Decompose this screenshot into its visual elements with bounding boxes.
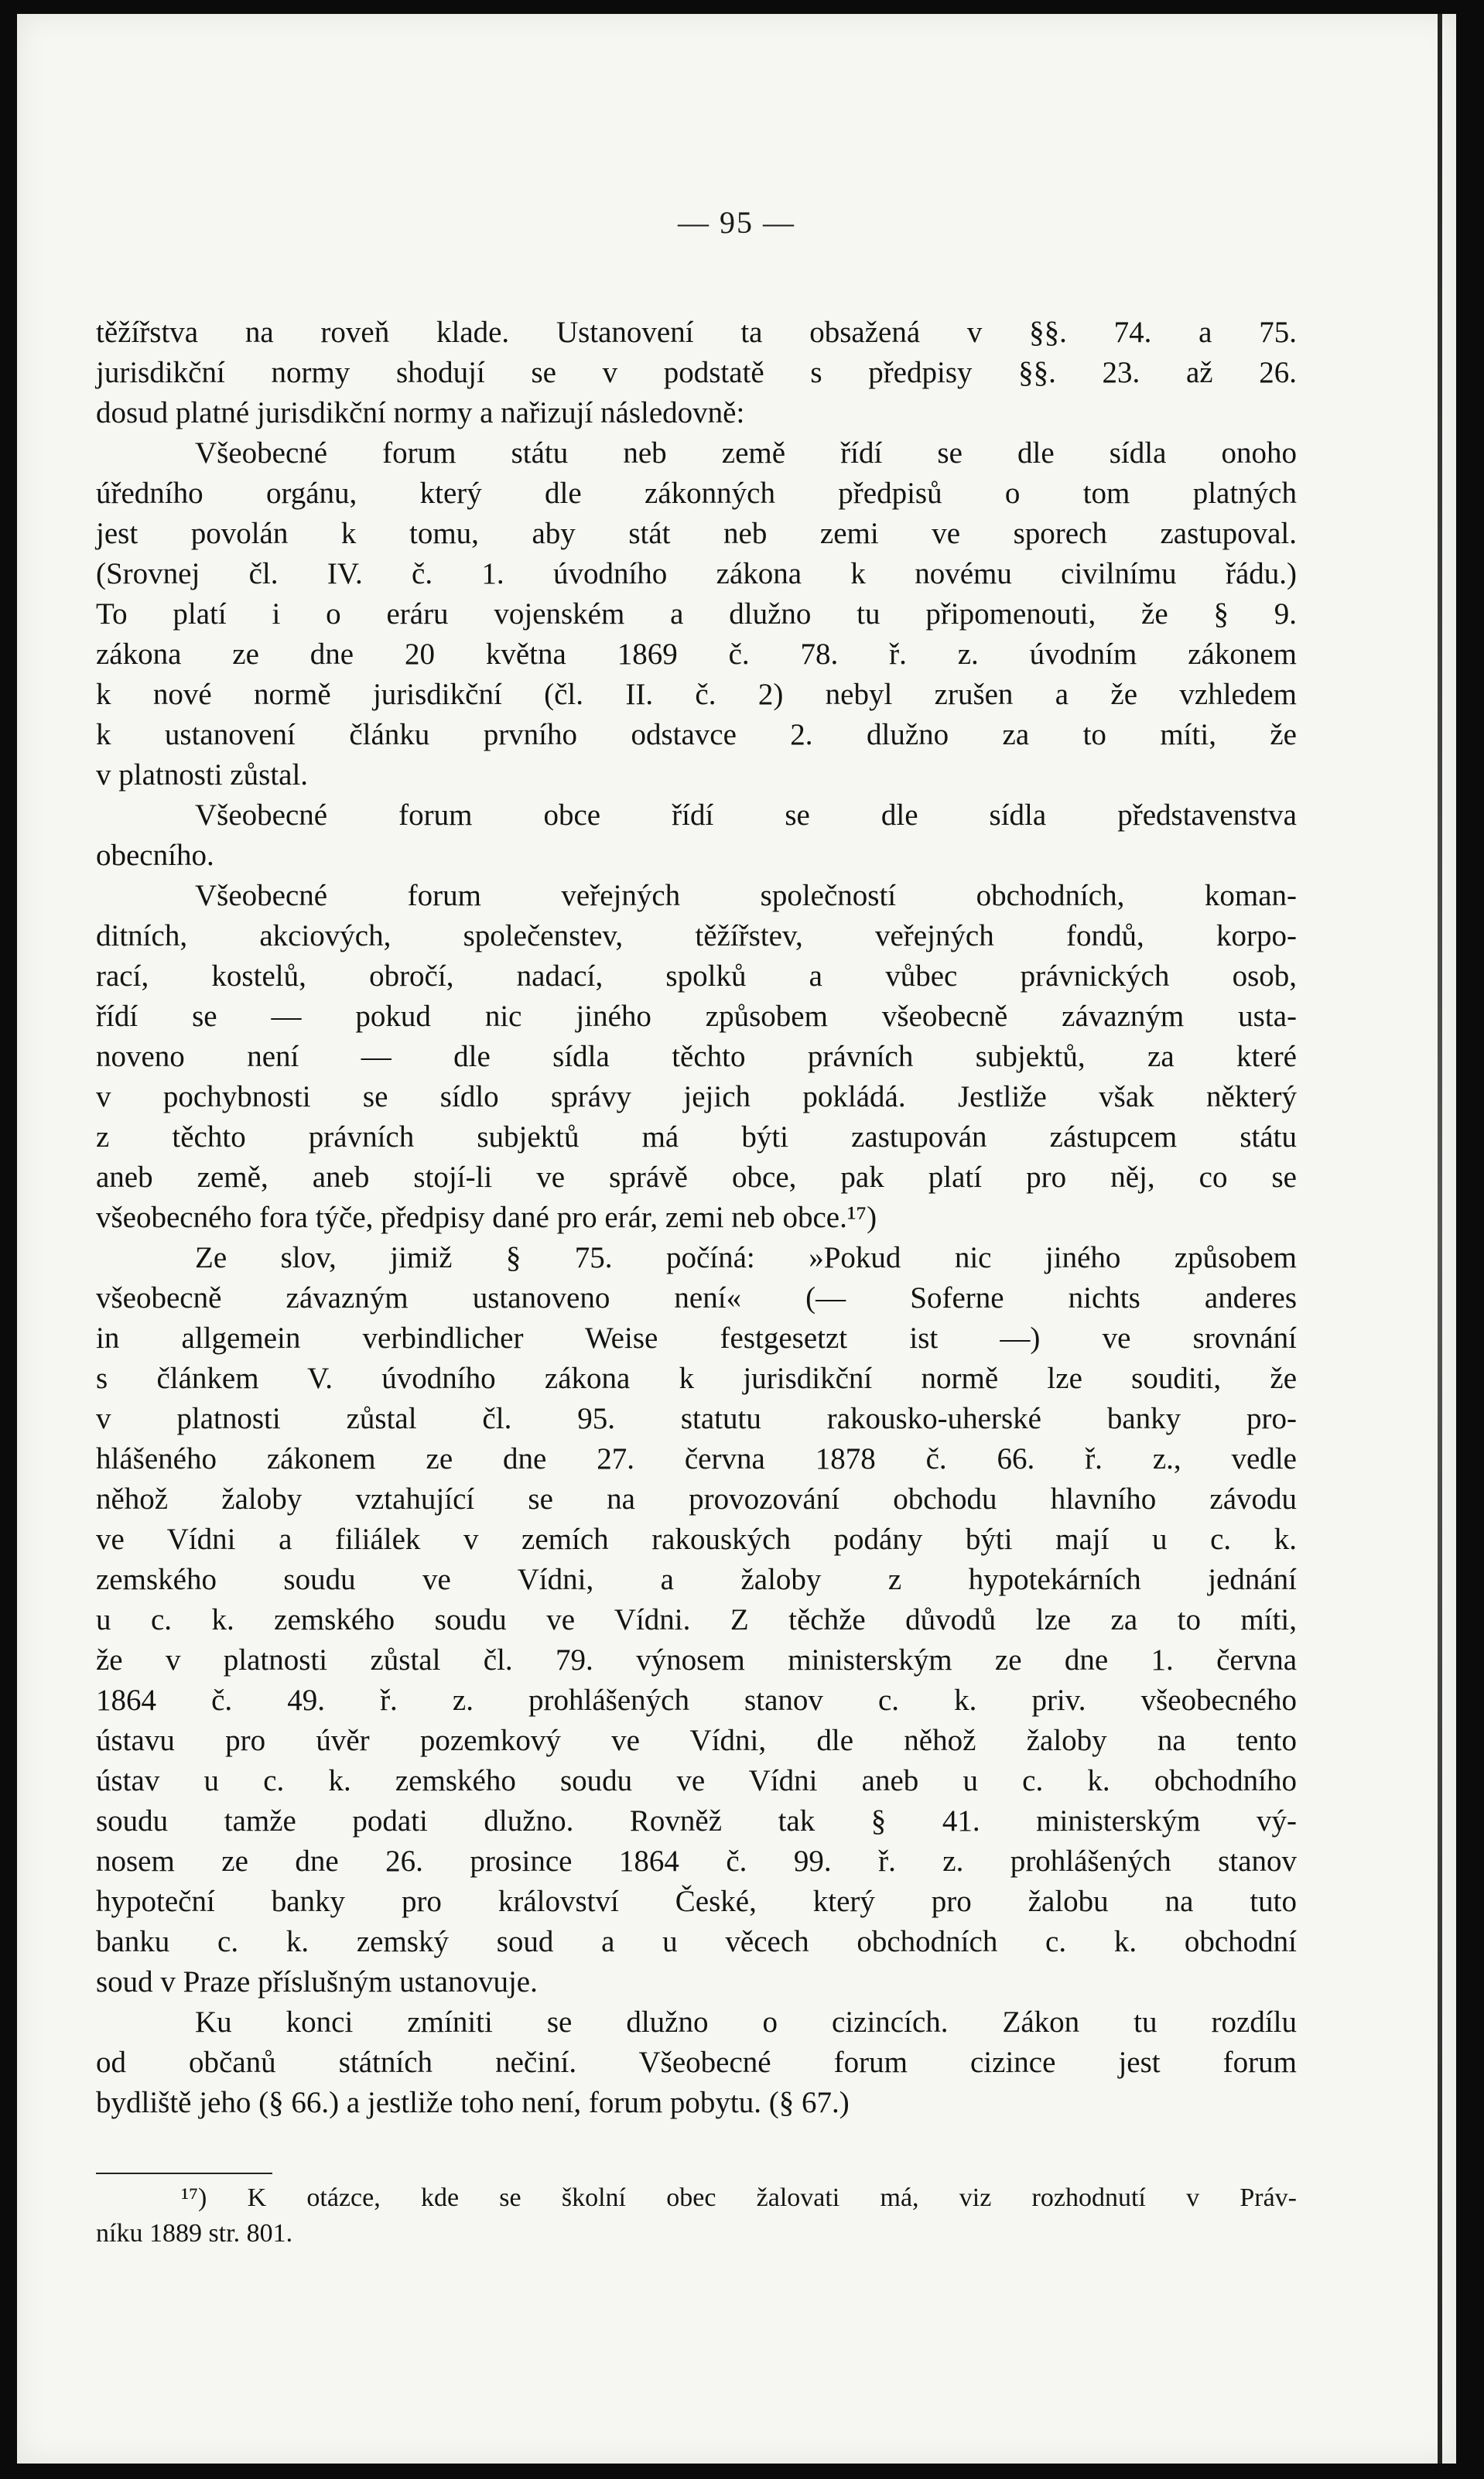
text-line: aneb země, aneb stojí-li ve správě obce, pak platí pro něj, co se bbox=[96, 1161, 1297, 1194]
text-line: soud v Praze příslušným ustanovuje. bbox=[96, 1965, 538, 1999]
text-line: jurisdikční normy shodují se v podstatě s předpisy §§. 23. až 26. bbox=[96, 356, 1297, 389]
text-line: v platnosti zůstal. bbox=[96, 758, 309, 792]
body-text bbox=[96, 313, 1297, 2123]
text-line: Všeobecné forum obce řídí se dle sídla představenstva bbox=[195, 798, 1297, 832]
footnote-line: ¹⁷) K otázce, kde se školní obec žalovati má, viz rozhodnutí v Práv- bbox=[181, 2183, 1297, 2212]
text-line: všeobecného fora týče, předpisy dané pro erár, zemi neb obce.¹⁷) bbox=[96, 1201, 877, 1234]
text-line: in allgemein verbindlicher Weise festgesetzt ist —) ve srovnání bbox=[96, 1322, 1297, 1355]
text-line: Všeobecné forum veřejných společností obchodních, koman- bbox=[195, 879, 1297, 912]
text-line: hypoteční banky pro království České, který pro žalobu na tuto bbox=[96, 1885, 1297, 1918]
text-line: dosud platné jurisdikční normy a nařizují následovně: bbox=[96, 396, 745, 429]
footnote bbox=[96, 2180, 1297, 2252]
text-line: ústavu pro úvěr pozemkový ve Vídni, dle něhož žaloby na tento bbox=[96, 1724, 1297, 1757]
text-line: Všeobecné forum státu neb země řídí se dle sídla onoho bbox=[195, 436, 1297, 470]
text-line: v platnosti zůstal čl. 95. statutu rakousko-uherské banky pro- bbox=[96, 1402, 1297, 1435]
text-line: něhož žaloby vztahující se na provozování obchodu hlavního závodu bbox=[96, 1482, 1297, 1516]
text-line: úředního orgánu, který dle zákonných předpisů o tom platných bbox=[96, 477, 1297, 510]
text-line: ditních, akciových, společenstev, těžířstev, veřejných fondů, korpo- bbox=[96, 919, 1297, 952]
text-line: v pochybnosti se sídlo správy jejich pokládá. Jestliže však některý bbox=[96, 1080, 1297, 1113]
text-line: ve Vídni a filiálek v zemích rakouských podány býti mají u c. k. bbox=[96, 1523, 1297, 1556]
book-page bbox=[17, 14, 1456, 2464]
footnote-separator bbox=[96, 2173, 272, 2174]
text-line: od občanů státních nečiní. Všeobecné forum cizince jest forum bbox=[96, 2046, 1297, 2079]
text-line: s článkem V. úvodního zákona k jurisdikční normě lze souditi, že bbox=[96, 1362, 1297, 1395]
text-line: soudu tamže podati dlužno. Rovněž tak § 41. ministerským vý- bbox=[96, 1804, 1297, 1838]
page-edge-shadow bbox=[1438, 14, 1442, 2464]
text-line: z těchto právních subjektů má býti zastupován zástupcem státu bbox=[96, 1120, 1297, 1154]
text-line: nosem ze dne 26. prosince 1864 č. 99. ř. z. prohlášených stanov bbox=[96, 1845, 1297, 1878]
footnote-line: níku 1889 str. 801. bbox=[96, 2219, 293, 2248]
text-line: rací, kostelů, obročí, nadací, spolků a vůbec právnických osob, bbox=[96, 959, 1297, 993]
text-line: že v platnosti zůstal čl. 79. výnosem ministerským ze dne 1. června bbox=[96, 1643, 1297, 1677]
text-line: 1864 č. 49. ř. z. prohlášených stanov c. k. priv. všeobecného bbox=[96, 1684, 1297, 1717]
text-line: zákona ze dne 20 května 1869 č. 78. ř. z. úvodním zákonem bbox=[96, 638, 1297, 671]
text-line: banku c. k. zemský soud a u věcech obchodních c. k. obchodní bbox=[96, 1925, 1297, 1958]
text-line: Ku konci zmíniti se dlužno o cizincích. Zákon tu rozdílu bbox=[195, 2005, 1297, 2039]
text-line: jest povolán k tomu, aby stát neb zemi ve sporech zastupoval. bbox=[96, 517, 1297, 550]
text-line: k ustanovení článku prvního odstavce 2. dlužno za to míti, že bbox=[96, 718, 1297, 751]
text-line: hlášeného zákonem ze dne 27. června 1878 č. 66. ř. z., vedle bbox=[96, 1442, 1297, 1475]
text-line: Ze slov, jimiž § 75. počíná: »Pokud nic jiného způsobem bbox=[195, 1241, 1297, 1274]
page-number: — 95 — bbox=[678, 205, 795, 240]
text-line: k nové normě jurisdikční (čl. II. č. 2) nebyl zrušen a že vzhledem bbox=[96, 678, 1297, 711]
text-line: u c. k. zemského soudu ve Vídni. Z těchže důvodů lze za to míti, bbox=[96, 1603, 1297, 1636]
text-line: řídí se — pokud nic jiného způsobem všeobecně závazným usta- bbox=[96, 1000, 1297, 1033]
text-line: zemského soudu ve Vídni, a žaloby z hypotekárních jednání bbox=[96, 1563, 1297, 1596]
text-line: ústav u c. k. zemského soudu ve Vídni aneb u c. k. obchodního bbox=[96, 1764, 1297, 1797]
text-line: obecního. bbox=[96, 839, 214, 872]
text-line: bydliště jeho (§ 66.) a jestliže toho není, forum pobytu. (§ 67.) bbox=[96, 2086, 850, 2119]
text-line: noveno není — dle sídla těchto právních subjektů, za které bbox=[96, 1040, 1297, 1073]
text-line: všeobecně závazným ustanoveno není« (— Soferne nichts anderes bbox=[96, 1281, 1297, 1315]
text-line: To platí i o eráru vojenském a dlužno tu připomenouti, že § 9. bbox=[96, 597, 1297, 631]
text-line: (Srovnej čl. IV. č. 1. úvodního zákona k novému civilnímu řádu.) bbox=[96, 557, 1297, 590]
text-line: těžířstva na roveň klade. Ustanovení ta obsažená v §§. 74. a 75. bbox=[96, 316, 1297, 349]
